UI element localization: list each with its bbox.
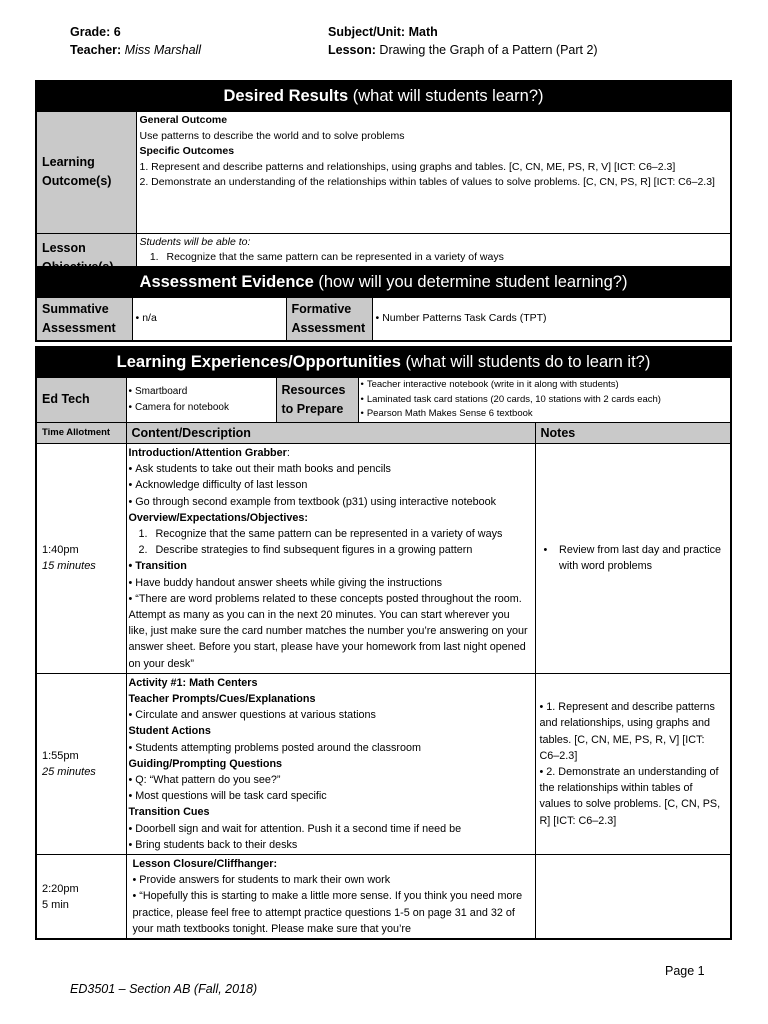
- summative-label: Summative Assessment: [36, 297, 132, 341]
- resources-cell: [358, 377, 731, 423]
- time-value: 2:20pm: [42, 882, 79, 895]
- overview-heading: Overview/Expectations/Objectives:: [128, 511, 308, 524]
- activity-heading: Activity #1: Math Centers: [128, 676, 258, 689]
- closure-heading: Lesson Closure/Cliffhanger:: [132, 858, 278, 871]
- desired-title: Desired Results: [223, 87, 349, 105]
- general-outcome-heading: General Outcome: [139, 114, 228, 126]
- actions-heading: Student Actions: [128, 725, 211, 738]
- time-cell: [36, 855, 126, 940]
- formative-value-cell: [372, 297, 731, 341]
- summative-value: • n/a: [136, 312, 157, 324]
- duration-value: 25 minutes: [42, 765, 96, 778]
- grade-value: 6: [113, 25, 121, 39]
- time-value: 1:40pm: [42, 544, 79, 557]
- course-footer: ED3501 – Section AB (Fall, 2018): [70, 982, 258, 996]
- lesson-objectives-label: Lesson: [36, 233, 136, 283]
- note-item: [540, 542, 727, 574]
- content-item: • Go through second example from textbook (p31) using interactive notebook: [129, 494, 532, 510]
- subject-label: Subject/Unit:: [328, 25, 406, 39]
- ed-tech-item: • Smartboard: [129, 384, 274, 400]
- notes-cell: [535, 444, 731, 674]
- content-item: • Ask students to take out their math books and pencils: [129, 461, 532, 477]
- resources-label: Resources to Prepare: [276, 377, 358, 423]
- assessment-title: Assessment Evidence: [139, 273, 314, 291]
- transition-heading: • Transition: [129, 558, 532, 574]
- teacher-value: Miss Marshall: [124, 43, 202, 57]
- learning-title: Learning Experiences/Opportunities: [116, 353, 401, 371]
- note-bullet: •: [543, 544, 548, 557]
- page-number: Page 1: [665, 964, 705, 978]
- assessment-table: [35, 266, 732, 342]
- teacher-label: Teacher:: [70, 43, 122, 57]
- grade-line: [70, 23, 121, 41]
- col-notes-header: Notes: [535, 423, 731, 444]
- note-text: Review from last day and practice with word problems: [559, 544, 722, 573]
- time-value: 1:55pm: [42, 749, 79, 762]
- time-cell: [36, 673, 126, 854]
- subject-value: Math: [408, 25, 438, 39]
- content-item: • Q: “What pattern do you see?”: [129, 772, 532, 788]
- schedule-row: [36, 444, 731, 674]
- ed-tech-item: • Camera for notebook: [129, 400, 274, 416]
- assessment-banner: [36, 267, 731, 297]
- ed-tech-label: Ed Tech: [36, 377, 126, 423]
- lesson-line: [328, 41, 598, 59]
- content-item: • Provide answers for students to mark their own work: [133, 872, 532, 888]
- content-item: • “Hopefully this is starting to make a little more sense. If you think you need more practice, please feel free to attempt practice questions 1-5 on page 31 and 32 of your math textbooks tonight. Please make sure that you’re: [133, 888, 532, 937]
- desired-subtitle: (what will students learn?): [348, 87, 544, 105]
- notes-cell: [535, 855, 731, 940]
- col-time-header: Time Allotment: [36, 423, 126, 444]
- intro-colon: :: [286, 447, 290, 459]
- intro-heading-line: [129, 445, 532, 461]
- content-item: • Circulate and answer questions at various stations: [129, 707, 532, 723]
- cues-heading: Transition Cues: [128, 806, 210, 819]
- desired-results-banner: [36, 81, 731, 111]
- note-text: • 1. Represent and describe patterns and relationships, using graphs and tables. [C, CN, ME, PS, R, V] [ICT: C6–2.3]: [540, 699, 727, 764]
- lesson-label: Lesson:: [328, 43, 376, 57]
- objectives-intro: Students will be able to:: [139, 235, 251, 248]
- resource-item: • Teacher interactive notebook (write in it along with students): [361, 378, 729, 393]
- specific-outcome-1: 1. Represent and describe patterns and relationships, using graphs and tables. [C, CN, ME, PS, R, V] [ICT: C6–2.3]: [139, 160, 676, 173]
- intro-heading: Introduction/Attention Grabber: [128, 447, 287, 459]
- note-text: • 2. Demonstrate an understanding of the relationships within tables of values to solve problems. [C, CN, PS, R] [ICT: C6–2.3]: [540, 764, 727, 829]
- grade-label: Grade:: [70, 25, 111, 39]
- content-item: • Most questions will be task card specific: [129, 788, 532, 804]
- content-cell: [126, 444, 535, 674]
- lesson-value: Drawing the Graph of a Pattern (Part 2): [379, 43, 598, 57]
- schedule-row: [36, 855, 731, 940]
- learning-outcomes-cell: [136, 111, 731, 233]
- specific-outcomes-heading: Specific Outcomes: [139, 145, 235, 157]
- specific-outcome-2: 2. Demonstrate an understanding of the relationships within tables of values to solve problems. [C, CN, PS, R] [ICT: C6–2.3]: [139, 176, 715, 188]
- resource-item: • Laminated task card stations (20 cards, 10 stations with 2 cards each): [361, 393, 729, 408]
- objective-item: 1. Recognize that the same pattern can be represented in a variety of ways: [162, 250, 728, 266]
- subject-line: [328, 23, 438, 41]
- content-item: • Acknowledge difficulty of last lesson: [129, 477, 532, 493]
- overview-item: 1. Recognize that the same pattern can be represented in a variety of ways: [151, 526, 532, 542]
- learning-experiences-table: [35, 346, 732, 424]
- notes-cell: [535, 673, 731, 854]
- schedule-row: [36, 673, 731, 854]
- content-item: • Bring students back to their desks: [129, 837, 532, 853]
- overview-list: [129, 526, 532, 558]
- resource-item: • Pearson Math Makes Sense 6 textbook: [361, 407, 729, 422]
- content-item: • Doorbell sign and wait for attention. Push it a second time if need be: [129, 821, 532, 837]
- formative-value: • Number Patterns Task Cards (TPT): [376, 312, 547, 324]
- teacher-line: [70, 41, 201, 59]
- overview-item: 2. Describe strategies to find subsequent figures in a growing pattern: [151, 542, 532, 558]
- learning-outcomes-label: Learning Outcome(s): [36, 111, 136, 233]
- duration-value: 5 min: [42, 898, 69, 911]
- general-outcome-text: Use patterns to describe the world and to solve problems: [139, 129, 405, 142]
- content-cell: [126, 855, 535, 940]
- summative-value-cell: [132, 297, 286, 341]
- assessment-subtitle: (how will you determine student learning?): [313, 273, 628, 291]
- learning-banner: [36, 347, 731, 377]
- time-cell: [36, 444, 126, 674]
- guiding-heading: Guiding/Prompting Questions: [128, 757, 283, 770]
- content-cell: [126, 673, 535, 854]
- ed-tech-cell: [126, 377, 276, 423]
- content-item: • “There are word problems related to these concepts posted throughout the room. Attempt as many as you can in the next 20 minutes. You can start wherever you like, just make sure the card number matches the number you’re answering on your answer sheet. Before you start, please have your homework from last night opened on your desk”: [129, 591, 532, 672]
- schedule-table: [35, 422, 732, 940]
- learning-subtitle: (what will students do to learn it?): [400, 353, 651, 371]
- prompts-heading: Teacher Prompts/Cues/Explanations: [128, 693, 316, 706]
- duration-value: 15 minutes: [42, 560, 96, 573]
- col-content-header: Content/Description: [126, 423, 535, 444]
- content-item: • Students attempting problems posted around the classroom: [129, 740, 532, 756]
- formative-label: Formative Assessment: [286, 297, 372, 341]
- desired-results-table: [35, 80, 732, 284]
- content-item: • Have buddy handout answer sheets while giving the instructions: [129, 575, 532, 591]
